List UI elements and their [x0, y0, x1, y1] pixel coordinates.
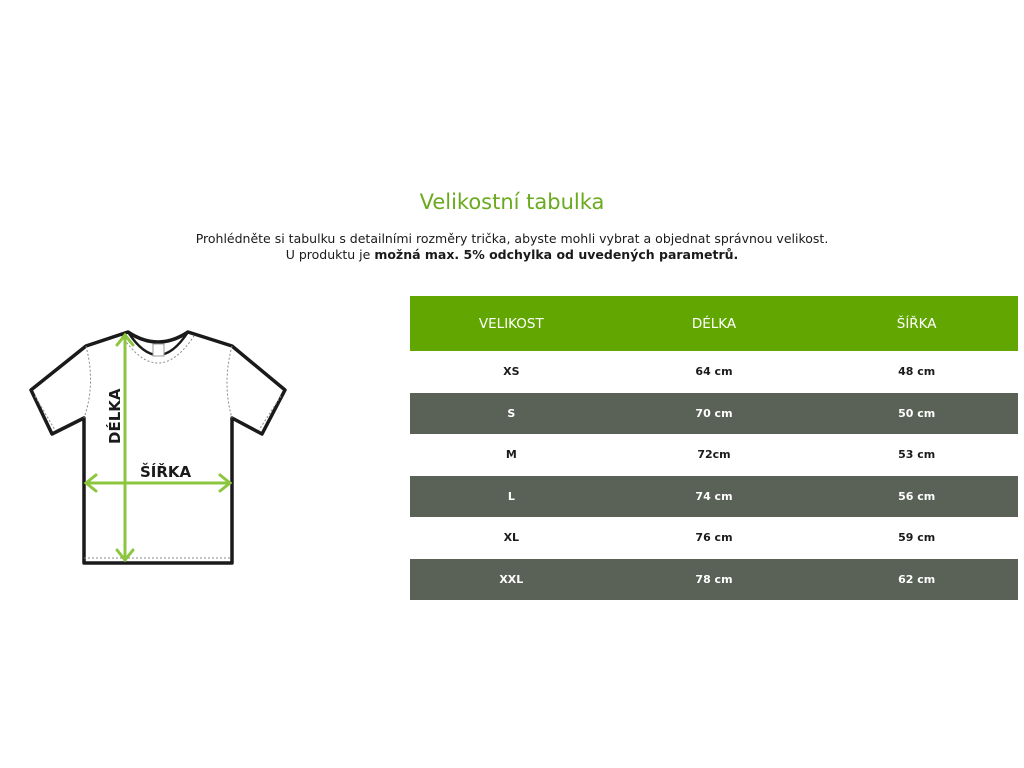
page-title: Velikostní tabulka	[419, 190, 605, 214]
length-label: DÉLKA	[106, 388, 124, 444]
table-row	[410, 393, 1018, 435]
cell-width: 62 cm	[815, 559, 1018, 601]
cell-length: 74 cm	[613, 476, 816, 518]
cell-size: XS	[410, 351, 613, 393]
table-header-row	[410, 296, 1018, 351]
table-row	[410, 517, 1018, 559]
cell-size: M	[410, 434, 613, 476]
table-row	[410, 559, 1018, 601]
cell-length: 64 cm	[613, 351, 816, 393]
cell-length: 76 cm	[613, 517, 816, 559]
cell-width: 50 cm	[815, 393, 1018, 435]
table-row	[410, 434, 1018, 476]
width-label: ŠÍŘKA	[140, 463, 192, 481]
tshirt-tag	[153, 344, 164, 356]
cell-size: S	[410, 393, 613, 435]
size-table	[410, 296, 1018, 600]
cell-size: XXL	[410, 559, 613, 601]
cell-width: 48 cm	[815, 351, 1018, 393]
cell-width: 59 cm	[815, 517, 1018, 559]
cell-length: 72cm	[613, 434, 816, 476]
intro-line-2-prefix: U produktu je	[285, 247, 375, 262]
intro-text	[0, 231, 1024, 263]
cell-size: XL	[410, 517, 613, 559]
tshirt-outline	[31, 332, 285, 563]
table-row	[410, 351, 1018, 393]
header-length: DÉLKA	[613, 296, 816, 351]
tshirt-measurement-diagram	[26, 326, 290, 568]
table-row	[410, 476, 1018, 518]
intro-line-1: Prohlédněte si tabulku s detailními rozměry trička, abyste mohli vybrat a objednat správnou velikost.	[195, 231, 829, 246]
cell-length: 78 cm	[613, 559, 816, 601]
header-size: VELIKOST	[410, 296, 613, 351]
cell-size: L	[410, 476, 613, 518]
header-width: ŠÍŘKA	[815, 296, 1018, 351]
intro-line-2-bold: možná max. 5% odchylka od uvedených parametrů.	[374, 247, 739, 262]
cell-width: 53 cm	[815, 434, 1018, 476]
cell-width: 56 cm	[815, 476, 1018, 518]
cell-length: 70 cm	[613, 393, 816, 435]
